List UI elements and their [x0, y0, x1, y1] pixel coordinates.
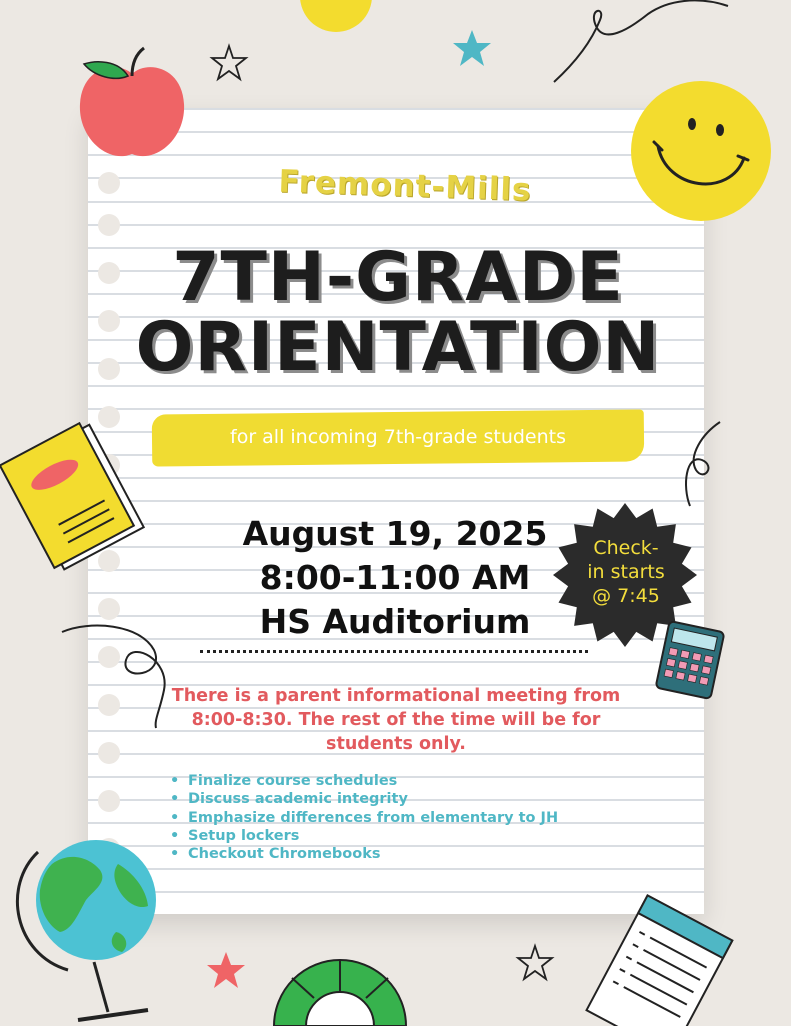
list-item: • Checkout Chromebooks	[168, 845, 628, 863]
subtitle: for all incoming 7th-grade students	[230, 426, 566, 448]
paper-hole	[98, 790, 120, 812]
list-item: • Setup lockers	[168, 827, 628, 845]
event-location: HS Auditorium	[259, 602, 531, 641]
check-in-badge-text	[568, 536, 684, 608]
swirl-line-top	[548, 0, 748, 90]
paper-hole	[98, 214, 120, 236]
title-line-1: 7TH-GRADE	[172, 238, 624, 317]
parent-meeting-note: There is a parent informational meeting from 8:00-8:30. The rest of the time will be for students only.	[171, 686, 621, 754]
star-icon	[206, 950, 246, 990]
list-item: • Finalize course schedules	[168, 772, 628, 790]
school-name: Fremont-Mills	[277, 163, 533, 209]
book-icon	[0, 420, 140, 570]
calculator-icon	[654, 620, 726, 700]
swirl-line-left	[60, 620, 170, 730]
list-item: • Emphasize differences from elementary to JH	[168, 809, 628, 827]
list-item: • Discuss academic integrity	[168, 790, 628, 808]
event-time: 8:00-11:00 AM	[259, 558, 531, 597]
title-line-2: ORIENTATION	[135, 308, 661, 387]
badge-line-1: Check-	[593, 537, 659, 559]
yellow-circle-decoration	[300, 0, 372, 32]
apple-icon	[78, 46, 188, 166]
paper-hole	[98, 172, 120, 194]
star-outline-icon	[516, 944, 554, 982]
dotted-divider	[200, 650, 588, 653]
badge-line-2: in starts	[587, 561, 665, 583]
protractor-icon	[270, 946, 410, 1026]
agenda-list	[168, 772, 628, 863]
badge-line-3: @ 7:45	[592, 585, 660, 607]
event-date: August 19, 2025	[242, 514, 548, 553]
star-outline-icon	[210, 44, 248, 82]
globe-icon	[8, 834, 168, 1024]
notepad-icon	[580, 890, 740, 1024]
paper-hole	[98, 742, 120, 764]
smiley-icon	[630, 80, 772, 222]
star-icon	[452, 28, 492, 68]
paper-hole	[98, 598, 120, 620]
